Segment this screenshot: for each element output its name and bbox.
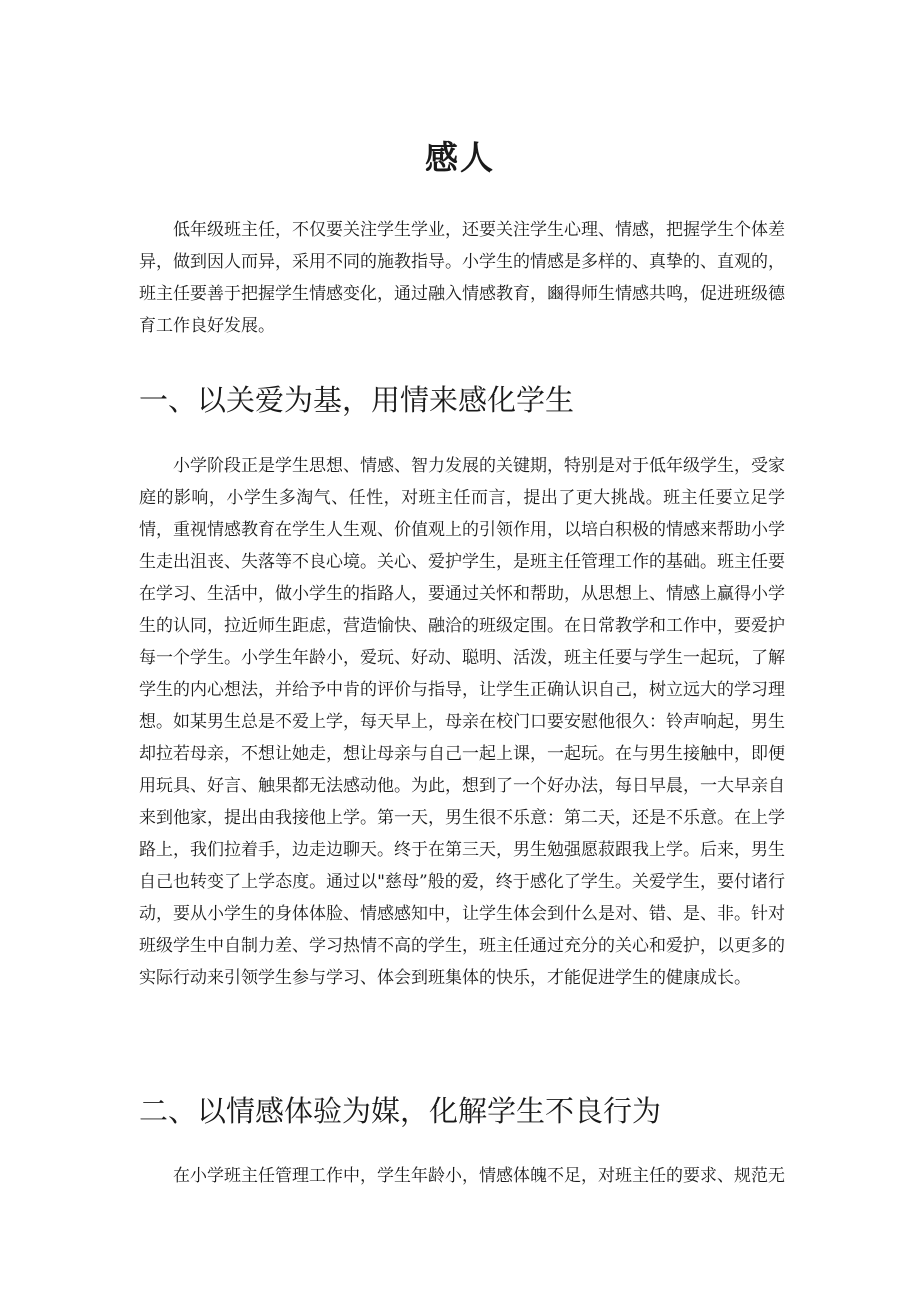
section-2-heading: 二、以情感体验为媒，化解学生不良行为: [139, 1094, 662, 1128]
document-title: 感人: [425, 138, 495, 177]
section-1-paragraph: 小学阶段正是学生思想、情感、智力发展的关键期，特别是对于低年级学生，受家庭的影响，小学生多淘气、任性，对班主任而言，提出了更大挑战。班主任要立足学情，重视情感教育在学生人生观、价值观上的引领作用，以培白积极的情感来帮助小学生走出沮丧、失落等不良心境。关心、爱护学生，是班主任管理工作的基础。班主任要在学习、生活中，做小学生的指路人，要通过关怀和帮助，从思想上、情感上赢得小学生的认同，拉近师生距虑，营造愉快、融洽的班级定围。在日常教学和工作中，要爱护每一个学生。小学生年龄小，爱玩、好动、聪明、活泼，班主任要与学生一起玩，了解学生的内心想法，并给予中肯的评价与指导，让学生正确认识自己，树立远大的学习理想。如某男生总是不爱上学，每天早上，母亲在校门口要安慰他很久：铃声响起，男生却拉若母亲，不想让她走，想让母亲与自己一起上课，一起玩。在与男生接触中，即便用玩具、好言、触果都无法感动他。为此，想到了一个好办法，每日早晨，一大早亲自来到他家，提出由我接他上学。第一天，男生很不乐意：第二天，还是不乐意。在上学路上，我们拉着手，边走边聊天。终于在第三天，男生勉强愿菽跟我上学。后来，男生自己也转变了上学态度。通过以"慈母”般的爱，终于感化了学生。关爱学生，要付诸行动，要从小学生的身体体脸、情感感知中，让学生体会到什么是对、错、是、非。针对班级学生中自制力差、学习热情不高的学生，班主任通过充分的关心和爱护，以更多的实际行动来引领学生参与学习、体会到班集体的快乐，才能促进学生的健康成长。: [139, 456, 785, 988]
section-2-paragraph: 在小学班主任管理工作中，学生年龄小，情感体魄不足，对班主任的要求、规范无: [173, 1166, 785, 1186]
intro-paragraph: 低年级班主任，不仅要关注学生学业，还要关注学生心理、情感，把握学生个体差异，做到因人而异，采用不同的施教指导。小学生的情感是多样的、真挚的、直观的，班主任要善于把握学生情感变化，通过融入情感教育，豳得师生情感共鸣，促进班级德育工作良好发展。: [139, 220, 785, 336]
section-1-heading: 一、以关爱为基，用情来感化学生: [139, 383, 575, 417]
